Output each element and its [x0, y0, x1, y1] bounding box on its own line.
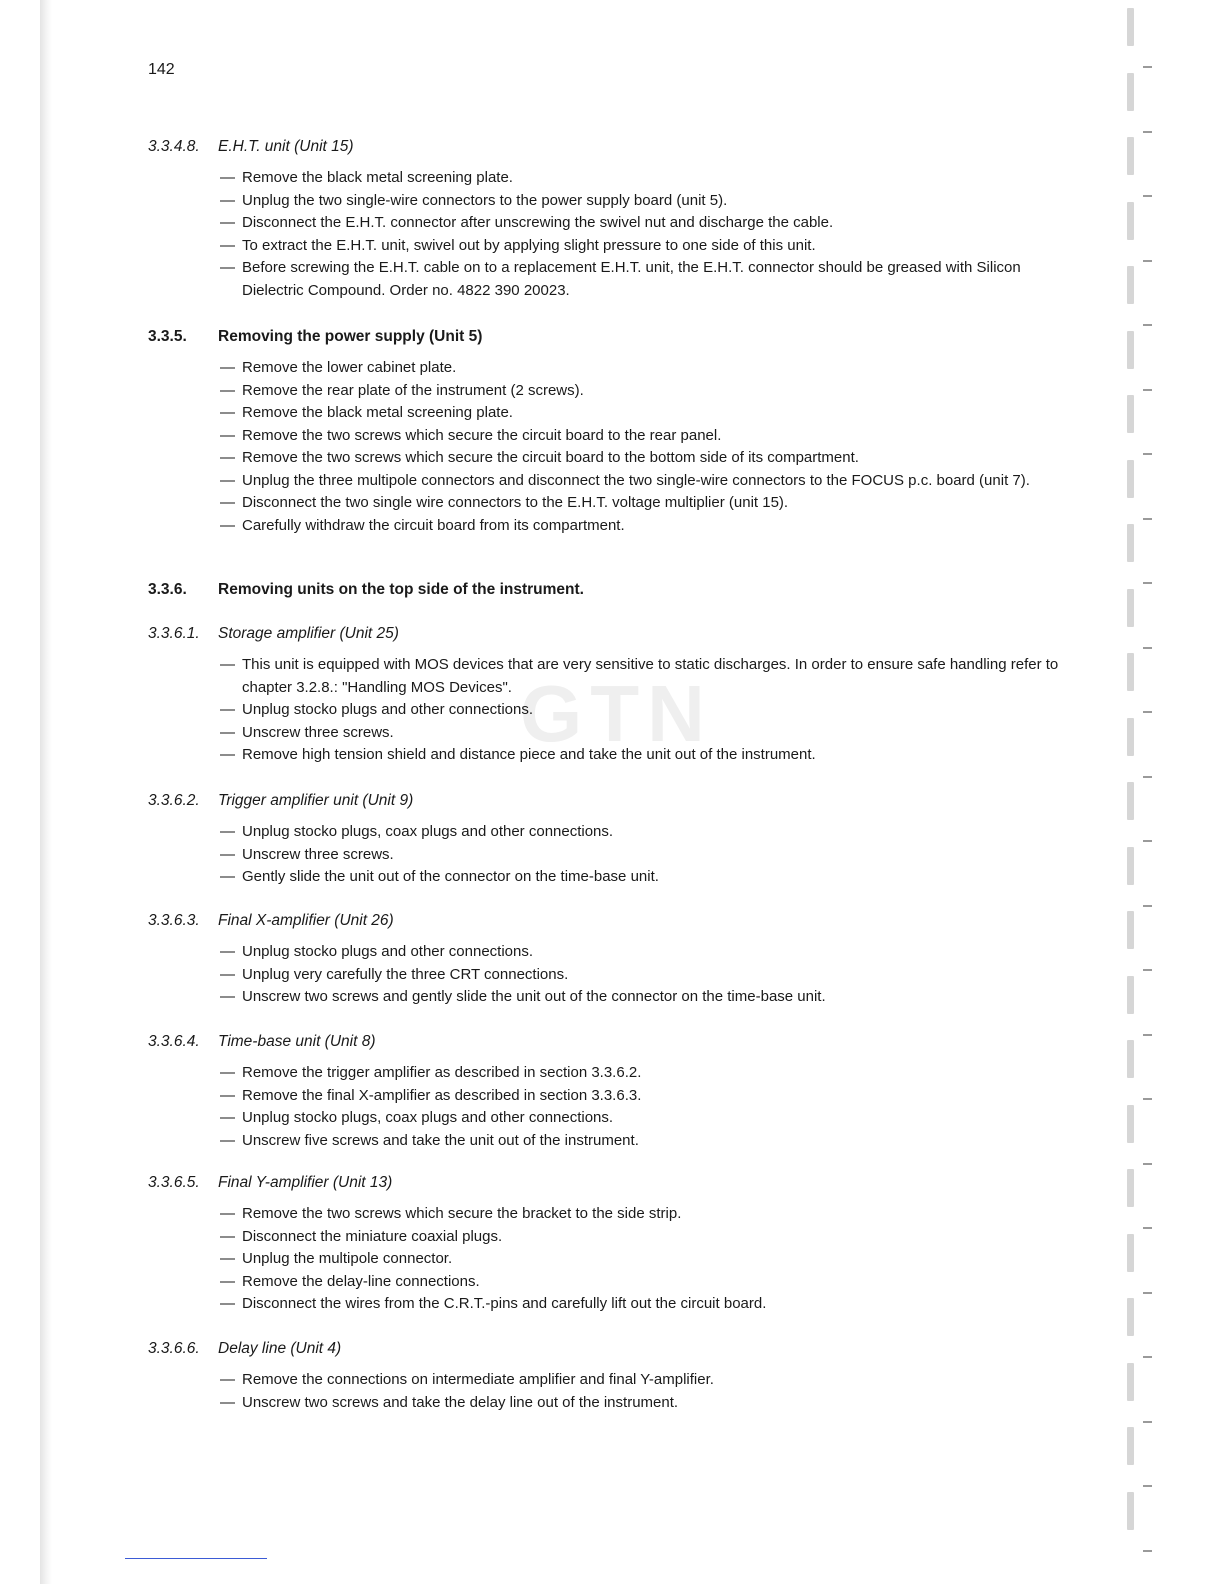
list-item — [220, 425, 1068, 448]
section-time-base-unit — [148, 1032, 1068, 1152]
section-final-y-amplifier — [148, 1173, 1068, 1316]
binding-stub — [1127, 589, 1134, 627]
binding-stub — [1127, 718, 1134, 756]
list-item — [220, 844, 1068, 867]
section-title: Trigger amplifier unit (Unit 9) — [218, 792, 414, 809]
step-text: Remove the lower cabinet plate. — [242, 359, 457, 376]
binding-stub — [1127, 73, 1134, 111]
section-heading — [148, 137, 1068, 157]
step-text: Unplug stocko plugs and other connections. — [242, 943, 534, 960]
dash-bullet: — — [220, 965, 235, 983]
binding-tick — [1143, 453, 1152, 455]
binding-stub — [1127, 1040, 1134, 1078]
step-text: Unplug stocko plugs and other connections. — [242, 701, 534, 718]
dash-bullet: — — [220, 1371, 235, 1388]
binding-tick — [1143, 1550, 1152, 1552]
dash-bullet: — — [220, 169, 235, 186]
step-text: Remove high tension shield and distance piece and take the unit out of the instrument. — [242, 746, 816, 763]
binding-stub — [1127, 847, 1134, 885]
list-item — [220, 1203, 1068, 1226]
step-text: Disconnect the wires from the C.R.T.-pins and carefully lift out the circuit board. — [242, 1295, 767, 1312]
binding-tick — [1143, 1163, 1152, 1165]
step-text: Disconnect the miniature coaxial plugs. — [242, 1227, 503, 1245]
list-item — [220, 190, 1068, 213]
list-item — [220, 447, 1068, 470]
section-power-supply — [148, 327, 1068, 537]
binding-tick — [1143, 260, 1152, 262]
step-text: Remove the black metal screening plate. — [242, 404, 513, 421]
section-number: 3.3.6.6. — [148, 1340, 200, 1357]
list-item — [220, 235, 1068, 258]
section-heading — [148, 624, 1068, 644]
section-heading — [148, 327, 1068, 347]
dash-bullet: — — [220, 1131, 235, 1149]
dash-bullet: — — [220, 1393, 235, 1411]
section-heading — [148, 911, 1068, 931]
list-item — [220, 1130, 1068, 1153]
binding-stub — [1127, 782, 1134, 820]
binding-stub — [1127, 266, 1134, 304]
binding-tick — [1143, 582, 1152, 584]
dash-bullet: — — [220, 449, 235, 466]
section-title: Final Y-amplifier (Unit 13) — [218, 1174, 393, 1191]
step-text: Disconnect the two single wire connectors to the E.H.T. voltage multiplier (unit 15). — [242, 494, 789, 511]
dash-bullet: — — [220, 494, 235, 511]
step-text: Remove the two screws which secure the circuit board to the bottom side of its compartment. — [242, 449, 859, 466]
dash-bullet: — — [220, 845, 235, 863]
list-item — [220, 654, 1068, 699]
dash-bullet: — — [220, 516, 235, 534]
dash-bullet: — — [220, 214, 235, 231]
step-list — [148, 1062, 1068, 1152]
binding-stub — [1127, 1427, 1134, 1465]
step-text: Gently slide the unit out of the connector on the time-base unit. — [242, 868, 659, 885]
dash-bullet: — — [220, 1205, 235, 1222]
list-item — [220, 722, 1068, 745]
section-heading — [148, 791, 1068, 811]
list-item — [220, 699, 1068, 722]
section-title: Final X-amplifier (Unit 26) — [218, 912, 394, 929]
step-text: Carefully withdraw the circuit board from its compartment. — [242, 516, 625, 534]
list-item — [220, 357, 1068, 380]
step-text: Unplug very carefully the three CRT connections. — [242, 965, 569, 983]
dash-bullet: — — [220, 236, 235, 254]
binding-tick — [1143, 711, 1152, 713]
list-item — [220, 1085, 1068, 1108]
section-heading — [148, 1339, 1068, 1359]
binding-tick — [1143, 840, 1152, 842]
binding-tick — [1143, 1034, 1152, 1036]
dash-bullet: — — [220, 426, 235, 444]
dash-bullet: — — [220, 656, 235, 673]
dash-bullet: — — [220, 1272, 235, 1290]
section-final-x-amplifier — [148, 911, 1068, 1009]
step-list — [148, 941, 1068, 1009]
binding-stub — [1127, 137, 1134, 175]
step-text: This unit is equipped with MOS devices that are very sensitive to static discharges. In order to ensure safe handling refer to chapter 3.2.8.: "Handling MOS Devices". — [242, 656, 1059, 696]
section-number: 3.3.4.8. — [148, 138, 200, 155]
dash-bullet: — — [220, 1227, 235, 1245]
binding-stub — [1127, 395, 1134, 433]
step-list — [148, 821, 1068, 889]
step-text: Unplug the two single-wire connectors to the power supply board (unit 5). — [242, 191, 728, 209]
list-item — [220, 515, 1068, 538]
step-text: Unplug stocko plugs, coax plugs and other connections. — [242, 823, 614, 840]
list-item — [220, 380, 1068, 403]
section-title: Delay line (Unit 4) — [218, 1340, 342, 1357]
binding-tick — [1143, 518, 1152, 520]
binding-tick — [1143, 1356, 1152, 1358]
dash-bullet: — — [220, 259, 235, 276]
binding-tick — [1143, 1421, 1152, 1423]
step-text: Unscrew two screws and gently slide the unit out of the connector on the time-base unit. — [242, 988, 826, 1005]
binding-stub — [1127, 460, 1134, 498]
section-title: Removing the power supply (Unit 5) — [218, 328, 483, 345]
section-storage-amplifier — [148, 624, 1068, 767]
step-list — [148, 167, 1068, 302]
list-item — [220, 1107, 1068, 1130]
step-text: To extract the E.H.T. unit, swivel out by applying slight pressure to one side of this unit. — [242, 236, 816, 254]
section-number: 3.3.6. — [148, 581, 187, 598]
binding-stub — [1127, 911, 1134, 949]
binding-stub — [1127, 331, 1134, 369]
binding-tick — [1143, 195, 1152, 197]
binding-stub — [1127, 1105, 1134, 1143]
binding-tick — [1143, 1227, 1152, 1229]
section-trigger-amplifier — [148, 791, 1068, 889]
scan-edge-shadow — [40, 0, 52, 1584]
section-heading — [148, 580, 1068, 600]
step-text: Remove the final X-amplifier as described in section 3.3.6.3. — [242, 1086, 642, 1104]
dash-bullet: — — [220, 1250, 235, 1267]
section-number: 3.3.6.3. — [148, 912, 200, 929]
footer-rule — [125, 1558, 267, 1559]
list-item — [220, 492, 1068, 515]
list-item — [220, 1226, 1068, 1249]
step-text: Before screwing the E.H.T. cable on to a replacement E.H.T. unit, the E.H.T. connector should be greased with Silicon Dielectric Compound. Order no. 4822 390 20023. — [242, 259, 1021, 299]
binding-stub — [1127, 1363, 1134, 1401]
dash-bullet: — — [220, 359, 235, 376]
dash-bullet: — — [220, 381, 235, 399]
binding-stub — [1127, 1234, 1134, 1272]
dash-bullet: — — [220, 823, 235, 840]
section-eht-unit — [148, 137, 1068, 302]
dash-bullet: — — [220, 1295, 235, 1312]
binding-tick — [1143, 1485, 1152, 1487]
step-text: Remove the delay-line connections. — [242, 1272, 480, 1290]
list-item — [220, 1293, 1068, 1316]
binding-stub — [1127, 976, 1134, 1014]
dash-bullet: — — [220, 943, 235, 960]
section-title: Storage amplifier (Unit 25) — [218, 625, 399, 642]
binding-stub — [1127, 1298, 1134, 1336]
section-heading — [148, 1173, 1068, 1193]
binding-tick — [1143, 647, 1152, 649]
binding-tick — [1143, 389, 1152, 391]
list-item — [220, 1392, 1068, 1415]
dash-bullet: — — [220, 723, 235, 741]
step-text: Remove the trigger amplifier as described in section 3.3.6.2. — [242, 1064, 642, 1081]
dash-bullet: — — [220, 868, 235, 885]
step-text: Unscrew two screws and take the delay line out of the instrument. — [242, 1393, 679, 1411]
list-item — [220, 1248, 1068, 1271]
binding-tick — [1143, 131, 1152, 133]
section-title: Removing units on the top side of the instrument. — [218, 581, 584, 598]
section-delay-line — [148, 1339, 1068, 1414]
step-text: Unplug stocko plugs, coax plugs and other connections. — [242, 1109, 614, 1126]
section-title: Time-base unit (Unit 8) — [218, 1033, 376, 1050]
dash-bullet: — — [220, 1109, 235, 1126]
binding-tick — [1143, 324, 1152, 326]
dash-bullet: — — [220, 1064, 235, 1081]
section-number: 3.3.5. — [148, 328, 187, 345]
step-text: Remove the black metal screening plate. — [242, 169, 513, 186]
binding-stub — [1127, 8, 1134, 46]
list-item — [220, 470, 1068, 493]
step-text: Remove the two screws which secure the circuit board to the rear panel. — [242, 426, 722, 444]
list-item — [220, 1062, 1068, 1085]
list-item — [220, 1271, 1068, 1294]
step-text: Remove the two screws which secure the bracket to the side strip. — [242, 1205, 682, 1222]
dash-bullet: — — [220, 988, 235, 1005]
dash-bullet: — — [220, 701, 235, 718]
step-text: Unplug the multipole connector. — [242, 1250, 453, 1267]
list-item — [220, 964, 1068, 987]
list-item — [220, 821, 1068, 844]
binding-tick — [1143, 905, 1152, 907]
binding-stub — [1127, 653, 1134, 691]
list-item — [220, 257, 1068, 302]
page-number: 142 — [148, 61, 175, 78]
dash-bullet: — — [220, 1086, 235, 1104]
list-item — [220, 866, 1068, 889]
list-item — [220, 402, 1068, 425]
step-list — [148, 1369, 1068, 1414]
section-top-side-units — [148, 580, 1068, 610]
dash-bullet: — — [220, 471, 235, 489]
step-text: Disconnect the E.H.T. connector after unscrewing the swivel nut and discharge the cable. — [242, 214, 834, 231]
binding-stub — [1127, 524, 1134, 562]
binding-tick — [1143, 66, 1152, 68]
step-list — [148, 1203, 1068, 1316]
binding-tick — [1143, 1292, 1152, 1294]
section-heading — [148, 1032, 1068, 1052]
step-text: Unplug the three multipole connectors and disconnect the two single-wire connectors to the FOCUS p.c. board (unit 7). — [242, 471, 1030, 489]
binding-tick — [1143, 776, 1152, 778]
binding-stub — [1127, 1169, 1134, 1207]
list-item — [220, 1369, 1068, 1392]
step-text: Remove the connections on intermediate amplifier and final Y-amplifier. — [242, 1371, 714, 1388]
binding-stub — [1127, 1492, 1134, 1530]
dash-bullet: — — [220, 404, 235, 421]
binding-stub — [1127, 202, 1134, 240]
watermark: GTN — [520, 669, 713, 758]
section-number: 3.3.6.5. — [148, 1174, 200, 1191]
binding-tick — [1143, 1098, 1152, 1100]
step-text: Unscrew five screws and take the unit out of the instrument. — [242, 1131, 639, 1149]
list-item — [220, 986, 1068, 1009]
step-text: Remove the rear plate of the instrument (2 screws). — [242, 381, 584, 399]
step-text: Unscrew three screws. — [242, 845, 394, 863]
binding-edge — [1104, 0, 1194, 1584]
dash-bullet: — — [220, 191, 235, 209]
section-number: 3.3.6.2. — [148, 792, 200, 809]
step-list — [148, 357, 1068, 537]
list-item — [220, 744, 1068, 767]
section-number: 3.3.6.1. — [148, 625, 200, 642]
step-text: Unscrew three screws. — [242, 723, 394, 741]
list-item — [220, 167, 1068, 190]
dash-bullet: — — [220, 746, 235, 763]
binding-tick — [1143, 969, 1152, 971]
list-item — [220, 212, 1068, 235]
step-list — [148, 654, 1068, 767]
section-title: E.H.T. unit (Unit 15) — [218, 138, 354, 155]
section-number: 3.3.6.4. — [148, 1033, 200, 1050]
list-item — [220, 941, 1068, 964]
